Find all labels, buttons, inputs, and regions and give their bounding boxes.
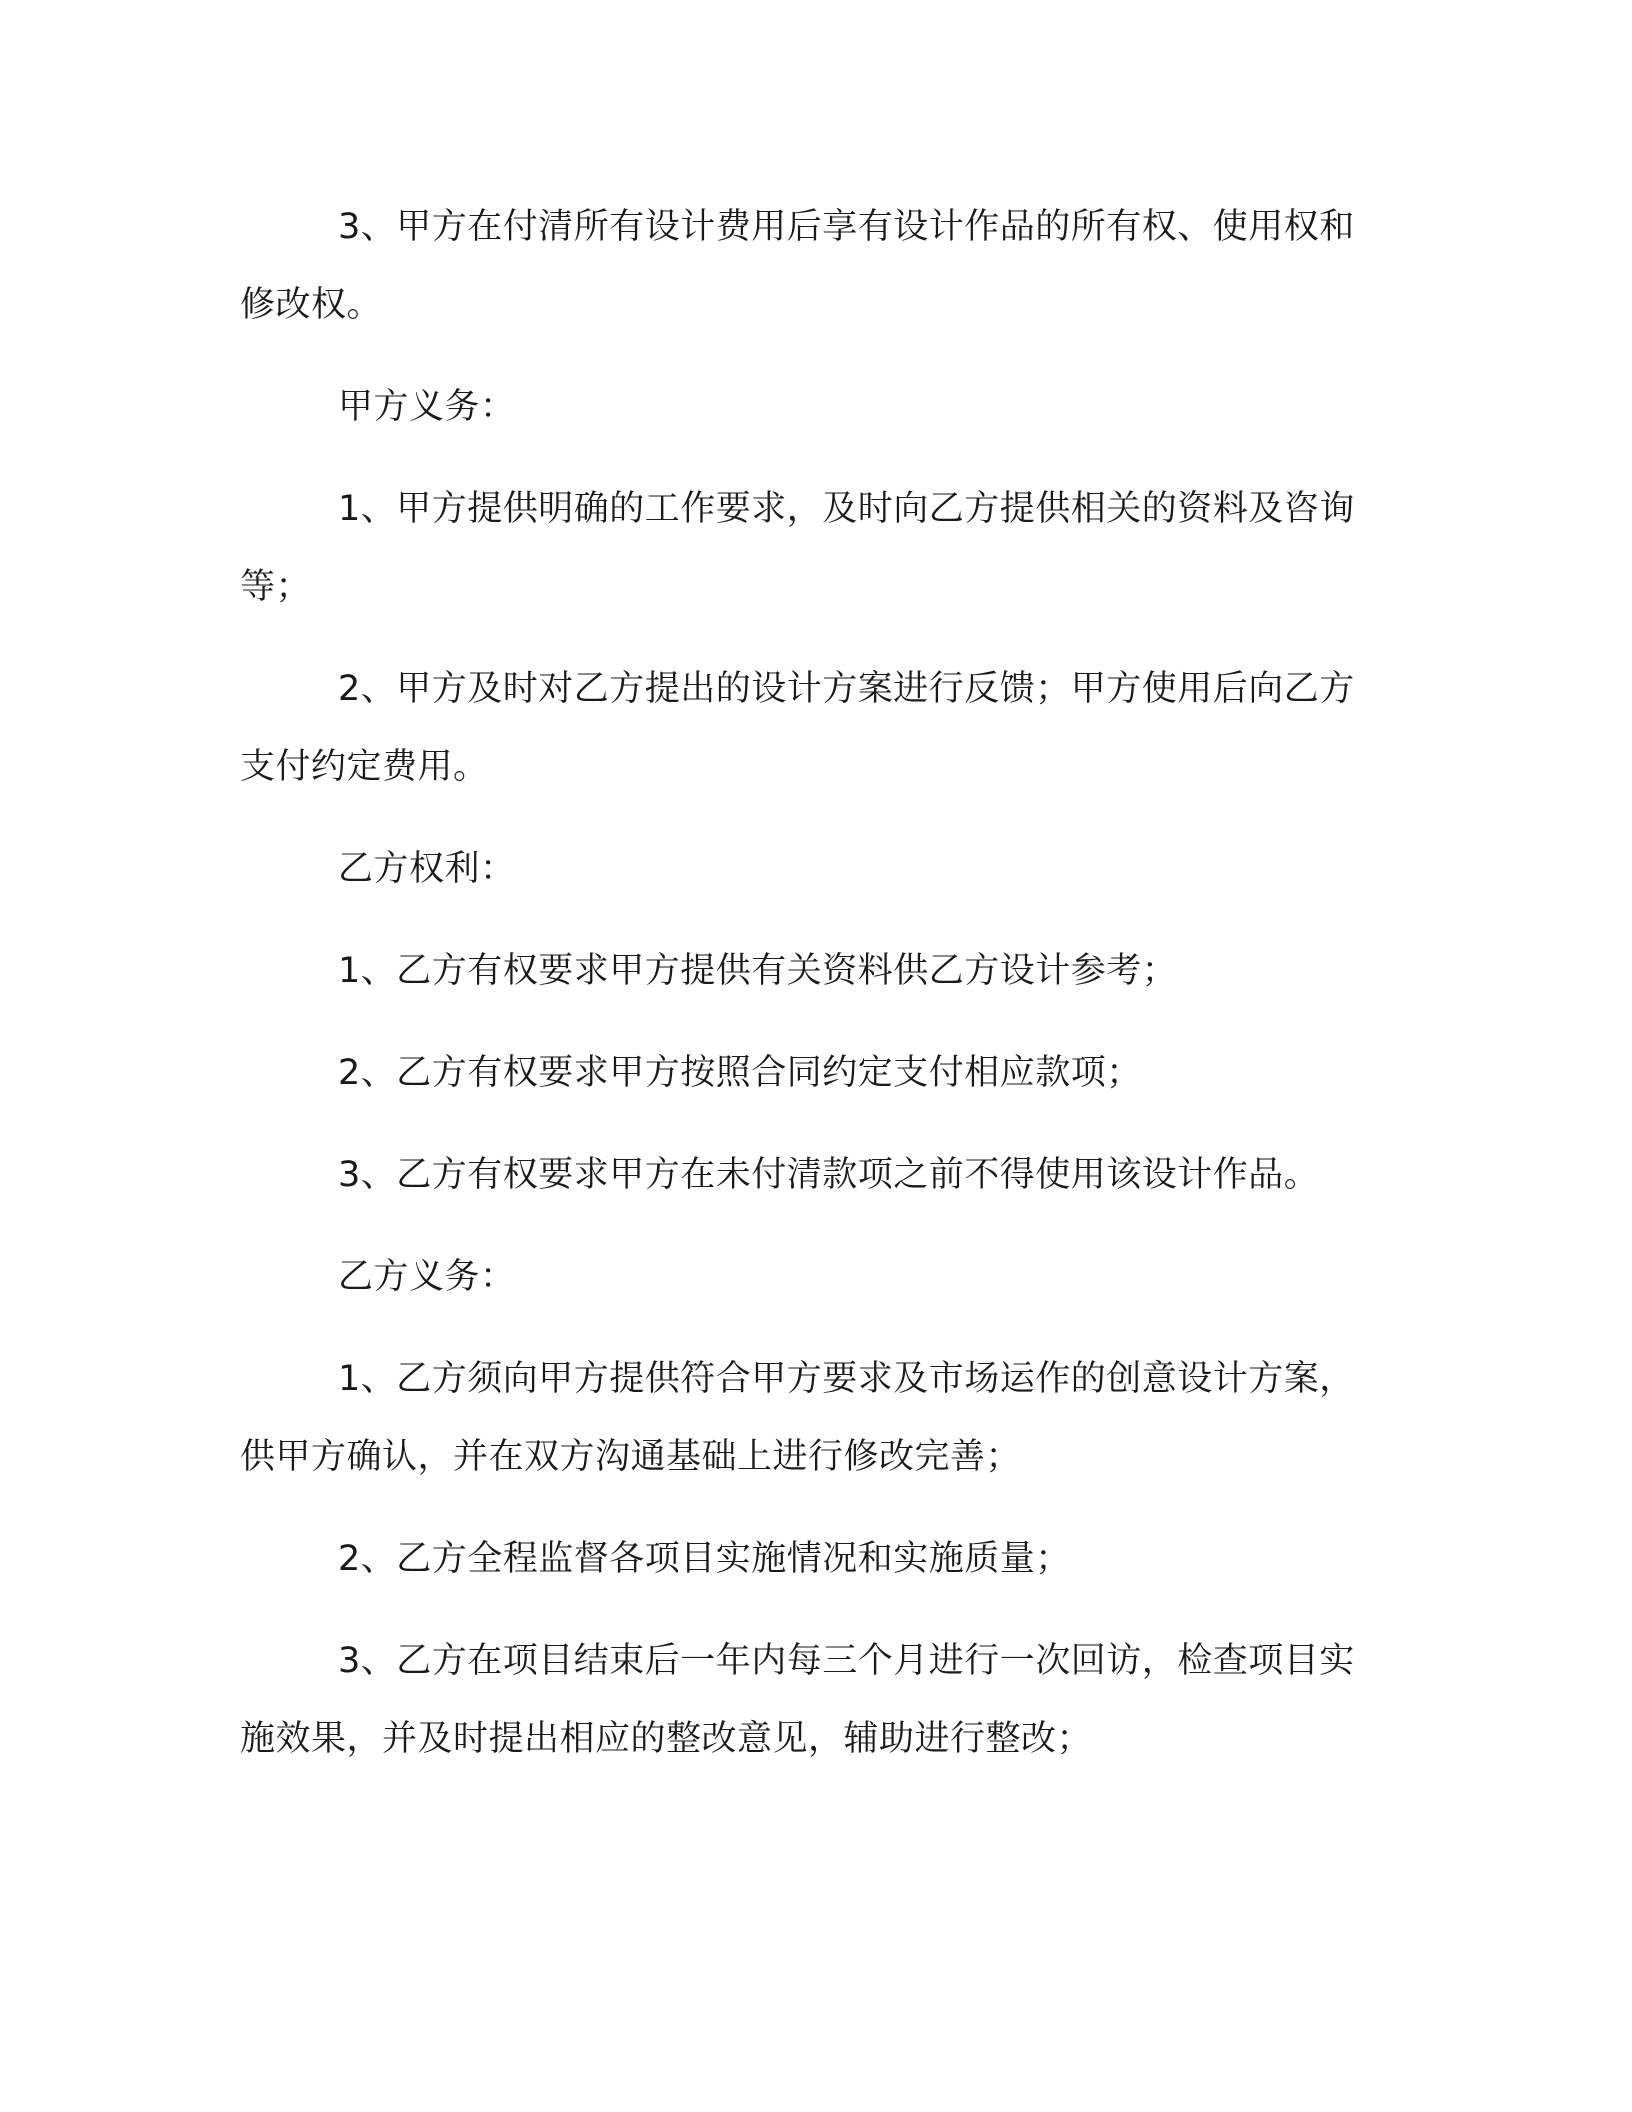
paragraph-party-a-obligation-1: 1、甲方提供明确的工作要求，及时向乙方提供相关的资料及咨询等； xyxy=(240,489,1355,607)
document-body xyxy=(240,188,1374,1802)
paragraph-party-b-obligation-1: 1、乙方须向甲方提供符合甲方要求及市场运作的创意设计方案，供甲方确认，并在双方沟通基础上进行修改完善； xyxy=(240,1359,1355,1477)
paragraph-party-a-obligation-2: 2、甲方及时对乙方提出的设计方案进行反馈；甲方使用后向乙方支付约定费用。 xyxy=(240,669,1355,787)
heading-party-a-obligations: 甲方义务： xyxy=(338,387,516,427)
paragraph-party-b-right-3: 3、乙方有权要求甲方在未付清款项之前不得使用该设计作品。 xyxy=(338,1155,1320,1195)
heading-party-b-rights: 乙方权利： xyxy=(338,849,516,889)
paragraph-party-b-obligation-2: 2、乙方全程监督各项目实施情况和实施质量； xyxy=(338,1539,1071,1579)
paragraph-party-b-right-2: 2、乙方有权要求甲方按照合同约定支付相应款项； xyxy=(338,1053,1142,1093)
paragraph-party-b-right-1: 1、乙方有权要求甲方提供有关资料供乙方设计参考； xyxy=(338,951,1178,991)
paragraph-party-b-obligation-3: 3、乙方在项目结束后一年内每三个月进行一次回访，检查项目实施效果，并及时提出相应的整改意见，辅助进行整改； xyxy=(240,1641,1355,1759)
paragraph-party-a-right-3: 3、甲方在付清所有设计费用后享有设计作品的所有权、使用权和修改权。 xyxy=(240,207,1355,325)
heading-party-b-obligations: 乙方义务： xyxy=(338,1257,516,1297)
